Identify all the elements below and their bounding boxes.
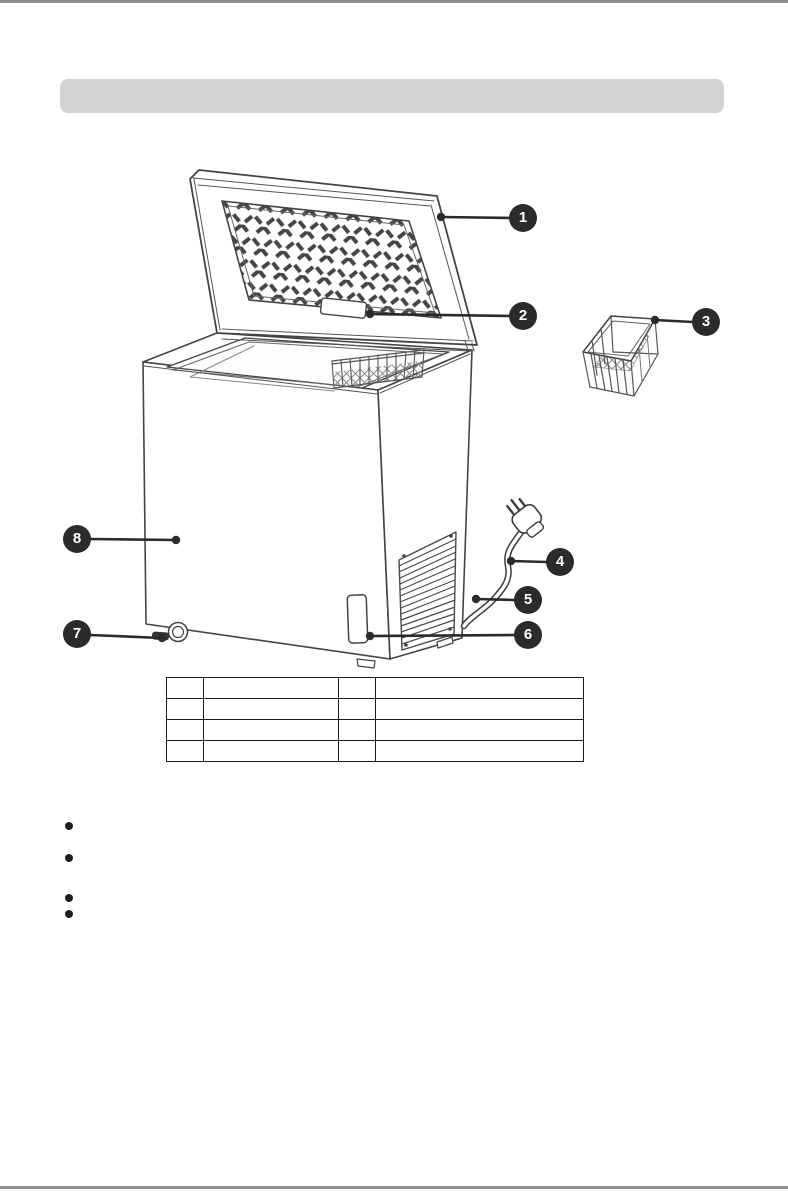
- freezer-body: [143, 333, 472, 659]
- callout-8-cabinet: 8: [63, 525, 91, 553]
- callout-2-lid-label: 2: [509, 302, 537, 330]
- table-cell: [339, 699, 376, 720]
- callout-1-lid: 1: [509, 204, 537, 232]
- table-row: [167, 741, 584, 762]
- table-cell: [339, 741, 376, 762]
- bullet-icon: [65, 910, 73, 918]
- callout-4-power-cord: 4: [546, 548, 574, 576]
- table-cell: [167, 741, 204, 762]
- page-bottom-border: [0, 1186, 788, 1189]
- table-cell: [339, 720, 376, 741]
- wire-basket: [583, 316, 658, 396]
- callout-6-rating-plate: 6: [514, 621, 542, 649]
- table-row: [167, 678, 584, 699]
- bullet-icon: [65, 854, 73, 862]
- table-cell: [204, 678, 339, 699]
- list-item: [65, 854, 83, 862]
- table-cell: [204, 741, 339, 762]
- table-cell: [376, 720, 584, 741]
- table-cell: [167, 720, 204, 741]
- list-item: [65, 894, 83, 902]
- table-cell: [167, 678, 204, 699]
- table-cell: [204, 720, 339, 741]
- table-cell: [204, 699, 339, 720]
- bullet-icon: [65, 894, 73, 902]
- table-cell: [376, 741, 584, 762]
- table-row: [167, 720, 584, 741]
- power-cord: [464, 531, 522, 626]
- table-cell: [376, 699, 584, 720]
- bullet-icon: [65, 822, 73, 830]
- callout-5-grille: 5: [514, 586, 542, 614]
- drain-plug: [169, 623, 188, 642]
- table-cell: [167, 699, 204, 720]
- power-plug: [501, 492, 548, 542]
- table-cell: [376, 678, 584, 699]
- table-row: [167, 699, 584, 720]
- parts-table: [166, 677, 584, 762]
- list-item: [65, 910, 83, 918]
- table-cell: [339, 678, 376, 699]
- callout-7-drain: 7: [63, 620, 91, 648]
- list-item: [65, 822, 83, 830]
- callout-3-basket: 3: [692, 308, 720, 336]
- rating-plate: [347, 595, 368, 644]
- freezer-lid: [190, 170, 477, 351]
